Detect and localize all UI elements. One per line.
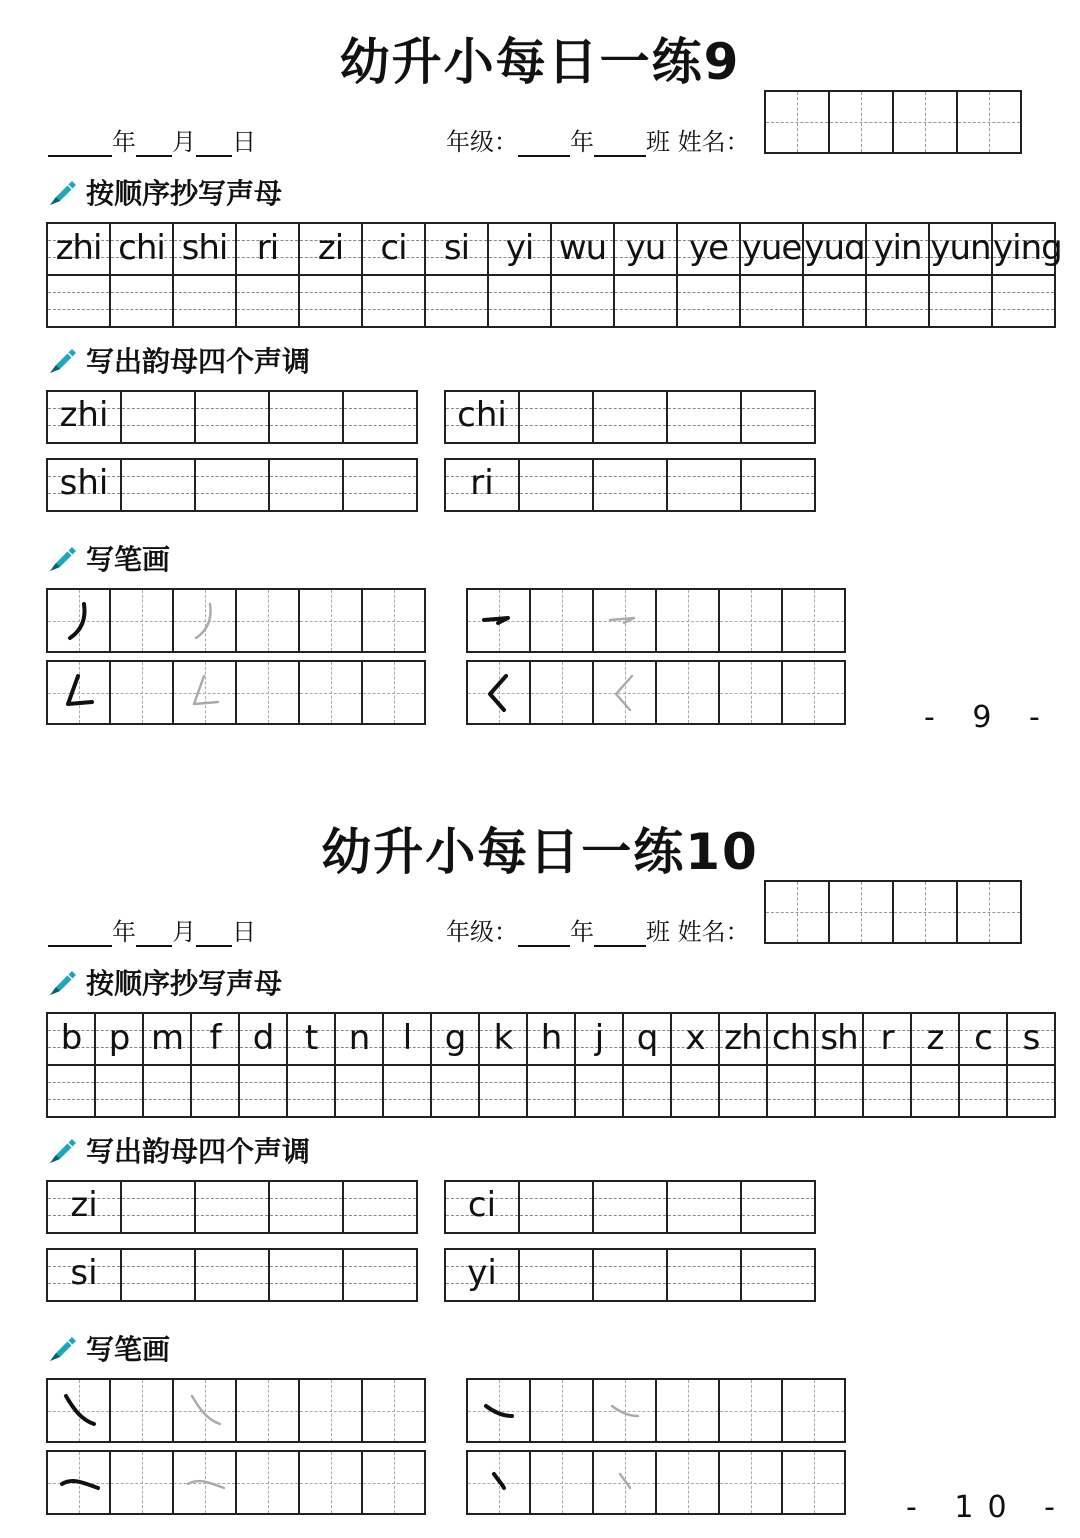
tone-write-cell[interactable] bbox=[344, 1250, 416, 1300]
stroke-cell[interactable] bbox=[48, 590, 111, 651]
stroke-cell[interactable] bbox=[363, 662, 424, 723]
worksheet-title: 幼升小每日一练10 bbox=[321, 823, 759, 881]
name-cell[interactable] bbox=[830, 92, 894, 152]
copy-letter: m bbox=[150, 1018, 184, 1058]
stroke-wan-heng-icon bbox=[174, 1452, 235, 1513]
copy-letter: t bbox=[304, 1018, 318, 1058]
stroke-cell[interactable] bbox=[720, 1452, 783, 1513]
tone-row bbox=[444, 458, 816, 512]
tone-syllable: yi bbox=[467, 1253, 497, 1293]
stroke-row bbox=[46, 588, 426, 653]
stroke-cell[interactable] bbox=[468, 590, 531, 651]
name-grid bbox=[764, 880, 1022, 944]
copy-write-cell[interactable] bbox=[489, 274, 550, 326]
stroke-row bbox=[466, 588, 846, 653]
tone-row bbox=[46, 1248, 418, 1302]
tone-row bbox=[444, 1180, 816, 1234]
section-copy-label: 按顺序抄写声母 bbox=[86, 967, 283, 1000]
stroke-row bbox=[466, 1378, 846, 1443]
tone-syllable: zi bbox=[70, 1185, 98, 1225]
copy-write-cell[interactable] bbox=[288, 1064, 334, 1116]
copy-column bbox=[576, 1014, 624, 1116]
stroke-cell[interactable] bbox=[468, 662, 531, 723]
stroke-row bbox=[466, 1450, 846, 1515]
copy-letter: f bbox=[209, 1018, 221, 1058]
copy-column bbox=[1008, 1014, 1054, 1116]
stroke-cell[interactable] bbox=[783, 1452, 844, 1513]
copy-letter: ri bbox=[256, 228, 279, 268]
stroke-cell[interactable] bbox=[237, 1380, 300, 1441]
copy-write-cell[interactable] bbox=[624, 1064, 670, 1116]
stroke-cell[interactable] bbox=[531, 1380, 594, 1441]
copy-letter: yin bbox=[873, 228, 922, 268]
year-label: 年 bbox=[112, 918, 136, 946]
copy-write-cell[interactable] bbox=[384, 1064, 430, 1116]
stroke-cell[interactable] bbox=[237, 590, 300, 651]
copy-write-cell[interactable] bbox=[48, 1064, 94, 1116]
copy-grid bbox=[46, 222, 1062, 328]
stroke-na-icon bbox=[48, 1380, 109, 1441]
copy-column bbox=[384, 1014, 432, 1116]
copy-letter: l bbox=[402, 1018, 412, 1058]
copy-column bbox=[144, 1014, 192, 1116]
copy-write-cell[interactable] bbox=[930, 274, 991, 326]
copy-column bbox=[336, 1014, 384, 1116]
grade-line bbox=[446, 912, 750, 947]
stroke-cell[interactable] bbox=[111, 590, 174, 651]
copy-letter: ch bbox=[771, 1018, 811, 1058]
stroke-cell[interactable] bbox=[363, 1452, 424, 1513]
name-cell[interactable] bbox=[958, 882, 1020, 942]
stroke-cell[interactable] bbox=[720, 590, 783, 651]
stroke-cell[interactable] bbox=[657, 590, 720, 651]
stroke-cell[interactable] bbox=[783, 662, 844, 723]
copy-write-cell[interactable] bbox=[576, 1064, 622, 1116]
name-grid bbox=[764, 90, 1022, 154]
copy-write-cell[interactable] bbox=[678, 274, 739, 326]
stroke-cell[interactable] bbox=[174, 1452, 237, 1513]
stroke-pie-dian-icon bbox=[468, 662, 529, 723]
copy-column bbox=[804, 224, 867, 326]
tone-write-cell[interactable] bbox=[520, 1250, 594, 1300]
name-cell[interactable] bbox=[894, 92, 958, 152]
stroke-heng-short-icon bbox=[468, 1380, 529, 1441]
copy-letter: b bbox=[60, 1018, 82, 1058]
stroke-cell[interactable] bbox=[300, 1380, 363, 1441]
stroke-cell[interactable] bbox=[531, 1452, 594, 1513]
copy-write-cell[interactable] bbox=[804, 274, 865, 326]
copy-column bbox=[624, 1014, 672, 1116]
stroke-heng-pie-icon bbox=[594, 590, 655, 651]
copy-letter: k bbox=[493, 1018, 513, 1058]
worksheet-title: 幼升小每日一练9 bbox=[339, 33, 741, 91]
stroke-pie-dian-icon bbox=[594, 662, 655, 723]
section-stroke-title bbox=[46, 1328, 170, 1368]
date-line bbox=[48, 122, 256, 157]
copy-column bbox=[96, 1014, 144, 1116]
stroke-cell[interactable] bbox=[468, 1452, 531, 1513]
name-cell[interactable] bbox=[766, 92, 830, 152]
name-cell[interactable] bbox=[894, 882, 958, 942]
copy-column bbox=[48, 224, 111, 326]
stroke-cell[interactable] bbox=[48, 1380, 111, 1441]
copy-grid bbox=[46, 1012, 1056, 1118]
copy-column bbox=[930, 224, 993, 326]
copy-write-cell[interactable] bbox=[48, 274, 109, 326]
copy-column bbox=[678, 224, 741, 326]
grade-year-label: 年 bbox=[570, 128, 594, 156]
copy-write-cell[interactable] bbox=[300, 274, 361, 326]
tone-write-cell[interactable] bbox=[270, 1250, 344, 1300]
stroke-pie-icon bbox=[174, 590, 235, 651]
stroke-cell[interactable] bbox=[111, 662, 174, 723]
copy-write-cell[interactable] bbox=[426, 274, 487, 326]
stroke-cell[interactable] bbox=[657, 1452, 720, 1513]
tone-write-cell[interactable] bbox=[742, 392, 814, 442]
stroke-cell[interactable] bbox=[531, 590, 594, 651]
date-line bbox=[48, 912, 256, 947]
copy-column bbox=[867, 224, 930, 326]
tone-write-cell[interactable] bbox=[344, 460, 416, 510]
copy-write-cell[interactable] bbox=[960, 1064, 1006, 1116]
pen-icon bbox=[46, 965, 80, 999]
copy-letter: r bbox=[880, 1018, 894, 1058]
name-cell[interactable] bbox=[958, 92, 1020, 152]
copy-column bbox=[960, 1014, 1008, 1116]
copy-letter: yu bbox=[625, 228, 666, 268]
tone-write-cell[interactable] bbox=[668, 1182, 742, 1232]
copy-column bbox=[480, 1014, 528, 1116]
copy-write-cell[interactable] bbox=[993, 274, 1054, 326]
stroke-cell[interactable] bbox=[594, 1380, 657, 1441]
tone-write-cell[interactable] bbox=[520, 392, 594, 442]
section-tone-label: 写出韵母四个声调 bbox=[86, 1135, 311, 1168]
copy-write-cell[interactable] bbox=[336, 1064, 382, 1116]
stroke-dian-icon bbox=[594, 1452, 655, 1513]
copy-write-cell[interactable] bbox=[111, 274, 172, 326]
tone-write-cell[interactable] bbox=[520, 1182, 594, 1232]
tone-write-cell[interactable] bbox=[668, 1250, 742, 1300]
tone-write-cell[interactable] bbox=[122, 1182, 196, 1232]
name-label: 姓名： bbox=[677, 918, 750, 946]
grade-line bbox=[446, 122, 750, 157]
copy-column bbox=[528, 1014, 576, 1116]
copy-letter: yue bbox=[741, 228, 802, 268]
tone-write-cell[interactable] bbox=[270, 1182, 344, 1232]
copy-column bbox=[174, 224, 237, 326]
grade-year-label: 年 bbox=[570, 918, 594, 946]
stroke-cell[interactable] bbox=[363, 1380, 424, 1441]
copy-letter: p bbox=[108, 1018, 130, 1058]
copy-write-cell[interactable] bbox=[912, 1064, 958, 1116]
stroke-cell[interactable] bbox=[174, 1380, 237, 1441]
tone-syllable: si bbox=[70, 1253, 98, 1293]
tone-syllable: ci bbox=[467, 1185, 497, 1225]
stroke-cell[interactable] bbox=[300, 1452, 363, 1513]
copy-column bbox=[48, 1014, 96, 1116]
section-copy-label: 按顺序抄写声母 bbox=[86, 177, 283, 210]
stroke-dian-icon bbox=[468, 1452, 529, 1513]
copy-letter: zi bbox=[317, 228, 344, 268]
tone-write-cell[interactable] bbox=[344, 392, 416, 442]
copy-column bbox=[741, 224, 804, 326]
class-label: 班 bbox=[646, 128, 670, 156]
stroke-pie-zhe-icon bbox=[48, 662, 109, 723]
copy-write-cell[interactable] bbox=[741, 274, 802, 326]
copy-column bbox=[864, 1014, 912, 1116]
name-cell[interactable] bbox=[830, 882, 894, 942]
copy-column bbox=[768, 1014, 816, 1116]
pen-icon bbox=[46, 1331, 80, 1365]
name-cell[interactable] bbox=[766, 882, 830, 942]
copy-letter: si bbox=[443, 228, 470, 268]
tone-write-cell[interactable] bbox=[196, 1182, 270, 1232]
stroke-cell[interactable] bbox=[657, 662, 720, 723]
tone-write-cell[interactable] bbox=[594, 1250, 668, 1300]
stroke-cell[interactable] bbox=[48, 1452, 111, 1513]
section-stroke-label: 写笔画 bbox=[86, 543, 171, 576]
copy-column bbox=[111, 224, 174, 326]
stroke-heng-pie-icon bbox=[468, 590, 529, 651]
copy-column bbox=[816, 1014, 864, 1116]
month-label: 月 bbox=[172, 918, 196, 946]
copy-column bbox=[489, 224, 552, 326]
copy-column bbox=[300, 224, 363, 326]
copy-column bbox=[363, 224, 426, 326]
tone-write-cell[interactable] bbox=[668, 460, 742, 510]
copy-letter: wu bbox=[558, 228, 607, 268]
year-label: 年 bbox=[112, 128, 136, 156]
copy-column bbox=[720, 1014, 768, 1116]
stroke-cell[interactable] bbox=[531, 662, 594, 723]
section-stroke-label: 写笔画 bbox=[86, 1333, 171, 1366]
section-tone-title bbox=[46, 340, 310, 380]
stroke-row bbox=[46, 1450, 426, 1515]
page-number: - 10 - bbox=[906, 1490, 1069, 1525]
tone-write-cell[interactable] bbox=[520, 460, 594, 510]
stroke-cell[interactable] bbox=[783, 590, 844, 651]
tone-row bbox=[46, 390, 418, 444]
stroke-pie-zhe-icon bbox=[174, 662, 235, 723]
stroke-row bbox=[46, 1378, 426, 1443]
copy-write-cell[interactable] bbox=[867, 274, 928, 326]
stroke-cell[interactable] bbox=[48, 662, 111, 723]
copy-column bbox=[552, 224, 615, 326]
tone-write-cell[interactable] bbox=[344, 1182, 416, 1232]
copy-letter: yuɑ bbox=[804, 228, 865, 268]
tone-syllable: ri bbox=[470, 463, 494, 503]
tone-write-cell[interactable] bbox=[594, 392, 668, 442]
section-stroke-title bbox=[46, 538, 170, 578]
copy-letter: d bbox=[252, 1018, 274, 1058]
copy-column bbox=[192, 1014, 240, 1116]
stroke-cell[interactable] bbox=[111, 1452, 174, 1513]
stroke-cell[interactable] bbox=[300, 590, 363, 651]
copy-letter: zhi bbox=[55, 228, 102, 268]
stroke-cell[interactable] bbox=[783, 1380, 844, 1441]
copy-write-cell[interactable] bbox=[480, 1064, 526, 1116]
section-tone-title bbox=[46, 1130, 310, 1170]
pen-icon bbox=[46, 343, 80, 377]
tone-row bbox=[46, 458, 418, 512]
copy-letter: ye bbox=[688, 228, 729, 268]
copy-write-cell[interactable] bbox=[768, 1064, 814, 1116]
stroke-cell[interactable] bbox=[111, 1380, 174, 1441]
stroke-cell[interactable] bbox=[174, 590, 237, 651]
copy-letter: g bbox=[444, 1018, 466, 1058]
copy-column bbox=[672, 1014, 720, 1116]
copy-letter: s bbox=[1022, 1018, 1040, 1058]
pen-icon bbox=[46, 175, 80, 209]
copy-write-cell[interactable] bbox=[672, 1064, 718, 1116]
tone-syllable: shi bbox=[59, 463, 109, 503]
name-label: 姓名： bbox=[677, 128, 750, 156]
copy-write-cell[interactable] bbox=[192, 1064, 238, 1116]
copy-write-cell[interactable] bbox=[816, 1064, 862, 1116]
copy-letter: q bbox=[636, 1018, 658, 1058]
copy-column bbox=[912, 1014, 960, 1116]
tone-write-cell[interactable] bbox=[742, 1250, 814, 1300]
pen-icon bbox=[46, 541, 80, 575]
stroke-cell[interactable] bbox=[720, 1380, 783, 1441]
page-number: - 9 - bbox=[924, 700, 1054, 735]
tone-write-cell[interactable] bbox=[196, 392, 270, 442]
stroke-pie-icon bbox=[48, 590, 109, 651]
copy-write-cell[interactable] bbox=[363, 274, 424, 326]
grade-label: 年级： bbox=[446, 128, 518, 156]
day-label: 日 bbox=[232, 918, 256, 946]
copy-letter: zh bbox=[724, 1018, 762, 1058]
stroke-cell[interactable] bbox=[594, 590, 657, 651]
tone-write-cell[interactable] bbox=[742, 1182, 814, 1232]
copy-letter: chi bbox=[118, 228, 165, 268]
copy-letter: j bbox=[594, 1018, 604, 1058]
stroke-cell[interactable] bbox=[594, 662, 657, 723]
copy-column bbox=[237, 224, 300, 326]
copy-letter: ci bbox=[380, 228, 407, 268]
copy-column bbox=[240, 1014, 288, 1116]
copy-letter: yi bbox=[505, 228, 534, 268]
stroke-cell[interactable] bbox=[300, 662, 363, 723]
stroke-cell[interactable] bbox=[174, 662, 237, 723]
section-tone-label: 写出韵母四个声调 bbox=[86, 345, 311, 378]
copy-write-cell[interactable] bbox=[1008, 1064, 1054, 1116]
copy-letter: yun bbox=[930, 228, 991, 268]
copy-letter: shi bbox=[181, 228, 228, 268]
copy-write-cell[interactable] bbox=[240, 1064, 286, 1116]
copy-letter: h bbox=[540, 1018, 562, 1058]
stroke-cell[interactable] bbox=[594, 1452, 657, 1513]
copy-write-cell[interactable] bbox=[720, 1064, 766, 1116]
copy-column bbox=[432, 1014, 480, 1116]
stroke-heng-short-icon bbox=[594, 1380, 655, 1441]
day-label: 日 bbox=[232, 128, 256, 156]
copy-write-cell[interactable] bbox=[432, 1064, 478, 1116]
copy-write-cell[interactable] bbox=[552, 274, 613, 326]
tone-write-cell[interactable] bbox=[742, 460, 814, 510]
copy-write-cell[interactable] bbox=[144, 1064, 190, 1116]
tone-write-cell[interactable] bbox=[594, 1182, 668, 1232]
stroke-row bbox=[46, 660, 426, 725]
tone-write-cell[interactable] bbox=[122, 392, 196, 442]
stroke-wan-heng-icon bbox=[48, 1452, 109, 1513]
stroke-cell[interactable] bbox=[237, 662, 300, 723]
copy-write-cell[interactable] bbox=[96, 1064, 142, 1116]
tone-write-cell[interactable] bbox=[196, 460, 270, 510]
tone-row bbox=[444, 390, 816, 444]
copy-letter: sh bbox=[820, 1018, 858, 1058]
tone-write-cell[interactable] bbox=[668, 392, 742, 442]
pen-icon bbox=[46, 1133, 80, 1167]
stroke-cell[interactable] bbox=[720, 662, 783, 723]
copy-column bbox=[615, 224, 678, 326]
copy-letter: x bbox=[685, 1018, 705, 1058]
copy-column bbox=[288, 1014, 336, 1116]
stroke-row bbox=[466, 660, 846, 725]
copy-write-cell[interactable] bbox=[237, 274, 298, 326]
month-label: 月 bbox=[172, 128, 196, 156]
copy-write-cell[interactable] bbox=[528, 1064, 574, 1116]
tone-row bbox=[46, 1180, 418, 1234]
tone-write-cell[interactable] bbox=[122, 460, 196, 510]
tone-write-cell[interactable] bbox=[196, 1250, 270, 1300]
tone-row bbox=[444, 1248, 816, 1302]
class-label: 班 bbox=[646, 918, 670, 946]
stroke-cell[interactable] bbox=[657, 1380, 720, 1441]
copy-write-cell[interactable] bbox=[615, 274, 676, 326]
tone-write-cell[interactable] bbox=[270, 392, 344, 442]
tone-syllable: zhi bbox=[59, 395, 109, 435]
grade-label: 年级： bbox=[446, 918, 518, 946]
tone-write-cell[interactable] bbox=[122, 1250, 196, 1300]
stroke-na-icon bbox=[174, 1380, 235, 1441]
copy-write-cell[interactable] bbox=[174, 274, 235, 326]
copy-letter: n bbox=[348, 1018, 370, 1058]
copy-column bbox=[426, 224, 489, 326]
tone-write-cell[interactable] bbox=[270, 460, 344, 510]
copy-letter: ying bbox=[993, 228, 1062, 268]
tone-syllable: chi bbox=[457, 395, 507, 435]
section-copy-title bbox=[46, 962, 282, 1002]
section-copy-title bbox=[46, 172, 282, 212]
copy-letter: z bbox=[926, 1018, 944, 1058]
stroke-cell[interactable] bbox=[363, 590, 424, 651]
copy-letter: c bbox=[974, 1018, 992, 1058]
tone-write-cell[interactable] bbox=[594, 460, 668, 510]
copy-column bbox=[993, 224, 1062, 326]
stroke-cell[interactable] bbox=[468, 1380, 531, 1441]
stroke-cell[interactable] bbox=[237, 1452, 300, 1513]
copy-write-cell[interactable] bbox=[864, 1064, 910, 1116]
